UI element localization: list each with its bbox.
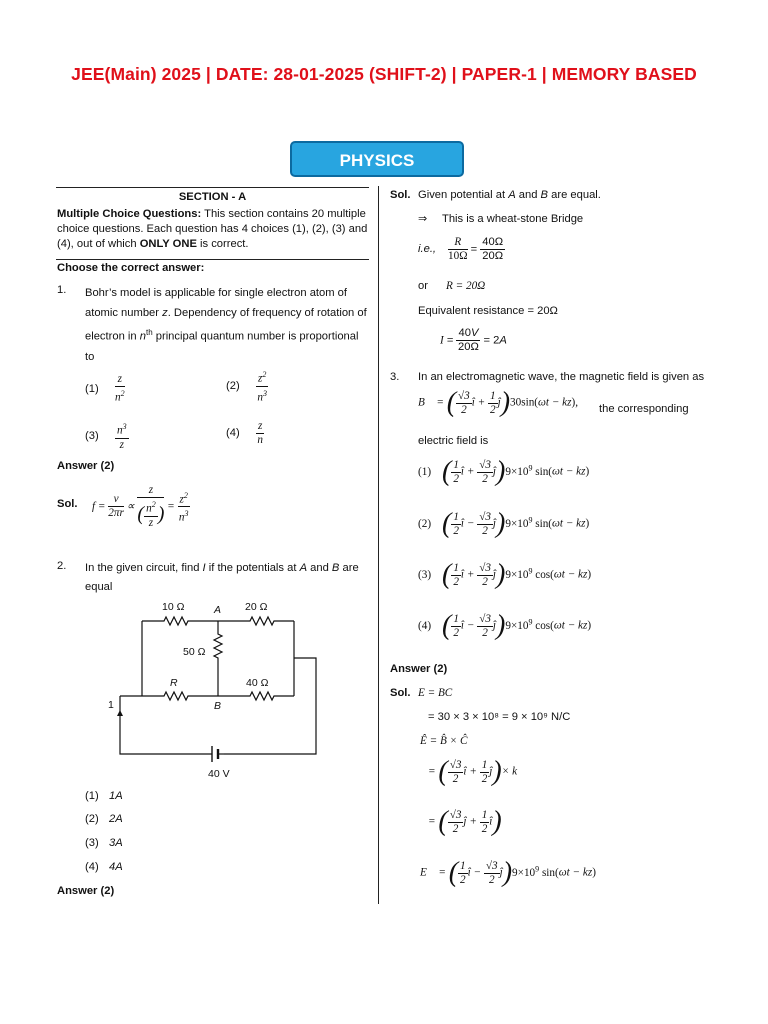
outer-left-wire (120, 696, 212, 754)
q1-answer: Answer (2) (57, 460, 115, 472)
q2-line-2: equal (85, 581, 113, 593)
q3-sol-label: Sol. (390, 687, 411, 699)
q3-option-3: (3) ( $\frac{1}{2}$ î + $\frac{√3}{2}$ $ĵ)9\times 10^9$ cos(ωt − kz) (418, 559, 592, 590)
q1-line-3: electron in $n^{th}$ principal quantum number is proportional (85, 328, 359, 343)
q2-sol-current: I = $\frac{40V}{20\Omega}$ = 2A (440, 327, 507, 353)
q1-option-1: (1) $\frac{z}{n^2}$ (85, 373, 125, 404)
instructions-end: is correct. (196, 238, 249, 250)
q3-sol-e-value: = 30 × 3 × 10⁸ = 9 × 10⁹ N/C (428, 711, 571, 723)
q3-sol-final: E⃗ = ( $\frac{1}{2}$ î − $\frac{√3}{2}$ $ĵ)9\times 10^9$ sin(ωt − kz) (420, 857, 596, 888)
q3-sol-unit-vector: Ê = B̂ × Ĉ (420, 735, 468, 747)
battery-voltage-label: 40 V (208, 768, 230, 780)
q2-line-1: In the given circuit, find I if the potentials at A and B are (85, 562, 359, 574)
instructions-text: This section contains 20 multiple choice questions. Each question has 4 choices (1), (2), (3) and (4), out of which (57, 208, 368, 250)
choose-answer-heading: Choose the correct answer: (57, 262, 205, 274)
page-header: JEE(Main) 2025 | DATE: 28-01-2025 (SHIFT-2) | PAPER-1 | MEMORY BASED (71, 64, 697, 84)
current-arrow-icon (117, 710, 123, 716)
q3-line-1: In an electromagnetic wave, the magnetic field is given as (418, 371, 705, 383)
q2-sol-line-2: ⇒ This is a wheat-stone Bridge (418, 213, 584, 225)
q2-option-4: (4) 4A (85, 861, 123, 873)
implies-icon: ⇒ (418, 213, 428, 225)
q2-text (85, 559, 369, 597)
q3-answer: Answer (2) (390, 663, 448, 675)
section-top-rule (56, 187, 369, 188)
q3-line-3: electric field is (418, 435, 489, 447)
q3-sol-step-1: = ( $\frac{√3}{2}$ î + $\frac{1}{2}$ ĵ)× k (428, 756, 518, 787)
q1-option-4-formula: $\frac{z}{n}$ (257, 420, 263, 446)
q3-sol-step-2: = ( $\frac{√3}{2}$ ĵ + $\frac{1}{2}$ î) (428, 806, 502, 837)
node-b-label: B (214, 700, 222, 712)
q1-number: 1. (57, 284, 67, 296)
column-divider (378, 186, 379, 904)
q2-sol-label: Sol. (390, 189, 411, 201)
q2-number: 2. (57, 560, 67, 572)
q1-option-3-formula: $\frac{n^3}{z}$ (117, 422, 127, 451)
q2-sol-line-1: Given potential at A and B are equal. (418, 189, 601, 201)
middle-branch-wire (214, 621, 222, 696)
q1-solution-formula: f = $\frac{v}{2\pi r}$ ∝ z ( $\frac{n^2}{z}$ ) = $\frac{z^2}{n^3}$ (92, 484, 189, 529)
q3-b-field-formula: B⃗ = ( $\frac{√3}{2}$ î + $\frac{1}{2}$ ĵ)30sin(ωt − kz), (418, 387, 579, 418)
q2-sol-equivalent: Equivalent resistance = 20Ω (418, 305, 558, 317)
label-20-ohm: 20 Ω (245, 601, 268, 613)
q3-option-1: (1) ( $\frac{1}{2}$ î + $\frac{√3}{2}$ $ĵ)9\times 10^9$ sin(ωt − kz) (418, 456, 590, 487)
right-outer-wire (224, 658, 316, 754)
q1-option-2-formula: $\frac{z^2}{n^3}$ (257, 370, 267, 404)
label-r: R (170, 677, 178, 689)
q1-option-1-formula: $\frac{z}{n^2}$ (115, 373, 125, 404)
subject-banner: PHYSICS (290, 141, 464, 177)
q1-line-2: atomic number z. Dependency of frequency of rotation of (85, 307, 367, 319)
q1-option-4: (4) $\frac{z}{n}$ (226, 420, 263, 446)
q1-sol-label: Sol. (57, 498, 78, 510)
q3-number: 3. (390, 371, 400, 383)
label-10-ohm: 10 Ω (162, 601, 185, 613)
q3-corresponding: the corresponding (599, 403, 689, 415)
q1-option-3: (3) $\frac{n^3}{z}$ (85, 422, 127, 451)
q2-answer: Answer (2) (57, 885, 115, 897)
q1-line-4: to (85, 350, 95, 363)
current-label: 1 (108, 699, 114, 711)
node-a-label: A (214, 604, 222, 616)
label-40-ohm: 40 Ω (246, 677, 269, 689)
q3-option-4: (4) ( $\frac{1}{2}$ î − $\frac{√3}{2}$ $ĵ)9\times 10^9$ cos(ωt − kz) (418, 610, 592, 641)
q2-option-3: (3) 3A (85, 837, 123, 849)
section-instructions-rule (56, 259, 369, 260)
q2-circuit-diagram (100, 596, 330, 784)
section-title: SECTION - A (178, 191, 247, 203)
instructions-only-one: ONLY ONE (139, 238, 197, 250)
q3-option-2: (2) ( $\frac{1}{2}$ î − $\frac{√3}{2}$ $ĵ)9\times 10^9$ sin(ωt − kz) (418, 508, 590, 539)
q2-sol-ratio: i.e., $\frac{R}{10\Omega}$ = $\frac{40\Omega}{20\Omega}$ (418, 236, 504, 262)
q1-line-1: Bohr’s model is applicable for single electron atom of (85, 287, 348, 299)
q2-sol-r-value: or R = 20Ω (418, 280, 486, 292)
q2-option-2: (2) 2A (85, 813, 123, 825)
q1-text (85, 283, 369, 367)
label-50-ohm: 50 Ω (183, 646, 206, 658)
q3-sol-e-bc: E = BC (418, 687, 453, 699)
q1-option-2: (2) $\frac{z^2}{n^3}$ (226, 370, 267, 404)
q2-option-1: (1) 1A (85, 790, 123, 802)
instructions-label: Multiple Choice Questions: (57, 208, 202, 220)
section-instructions (57, 207, 370, 252)
